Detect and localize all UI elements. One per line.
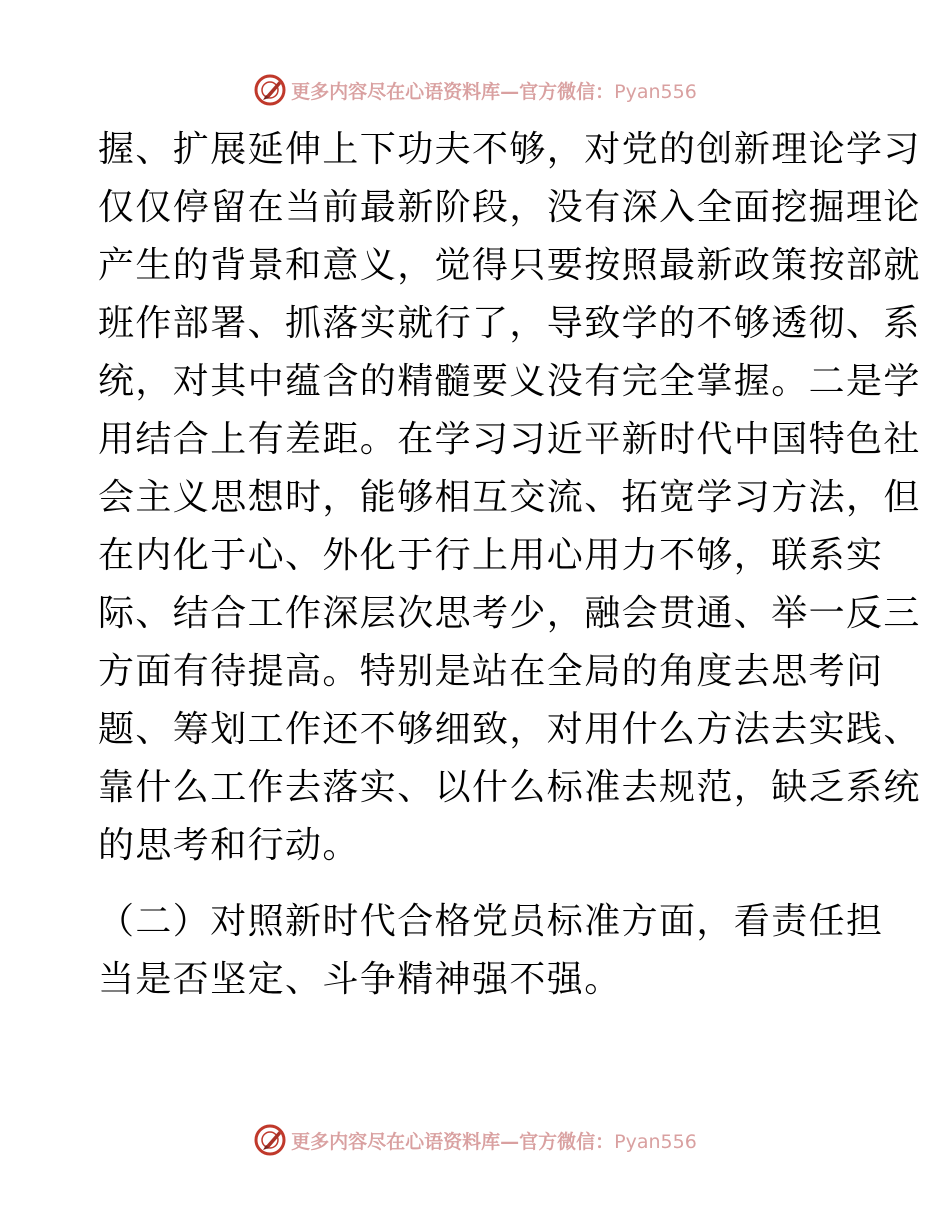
text-line: 会主义思想时，能够相互交流、拓宽学习方法，但 — [98, 477, 921, 518]
text-line: 际、结合工作深层次思考少，融会贯通、举一反三 — [98, 593, 921, 634]
text-line: 题、筹划工作还不够细致，对用什么方法去实践、 — [98, 709, 921, 750]
section-heading-line: （二）对照新时代合格党员标准方面，看责任担 — [98, 901, 884, 942]
text-line: 握、扩展延伸上下功夫不够，对党的创新理论学习 — [98, 129, 921, 170]
text-line: 的思考和行动。 — [98, 825, 360, 866]
text-line: 仅仅停留在当前最新阶段，没有深入全面挖掘理论 — [98, 187, 921, 228]
header-banner — [0, 70, 950, 110]
text-line: 班作部署、抓落实就行了，导致学的不够透彻、系 — [98, 303, 921, 344]
footer-banner-text: 更多内容尽在心语资料库—官方微信：Pyan556 — [291, 1130, 697, 1153]
pen-nib-logo-icon — [253, 73, 287, 107]
text-line: 产生的背景和意义，觉得只要按照最新政策按部就 — [98, 245, 921, 286]
text-line: 方面有待提高。特别是站在全局的角度去思考问 — [98, 651, 884, 692]
text-line: 靠什么工作去落实、以什么标准去规范，缺乏系统 — [98, 767, 921, 808]
section-heading — [98, 893, 884, 1009]
header-wechat-account: Pyan556 — [614, 80, 697, 103]
pen-nib-logo-icon — [253, 1123, 287, 1157]
section-heading-line: 当是否坚定、斗争精神强不强。 — [98, 959, 622, 1000]
footer-wechat-account: Pyan556 — [614, 1130, 697, 1153]
text-line: 在内化于心、外化于行上用心用力不够，联系实 — [98, 535, 884, 576]
text-line: 统，对其中蕴含的精髓要义没有完全掌握。二是学 — [98, 361, 921, 402]
footer-banner — [0, 1120, 950, 1160]
body-paragraph — [98, 121, 921, 875]
header-banner-text: 更多内容尽在心语资料库—官方微信：Pyan556 — [291, 80, 697, 103]
text-line: 用结合上有差距。在学习习近平新时代中国特色社 — [98, 419, 921, 460]
